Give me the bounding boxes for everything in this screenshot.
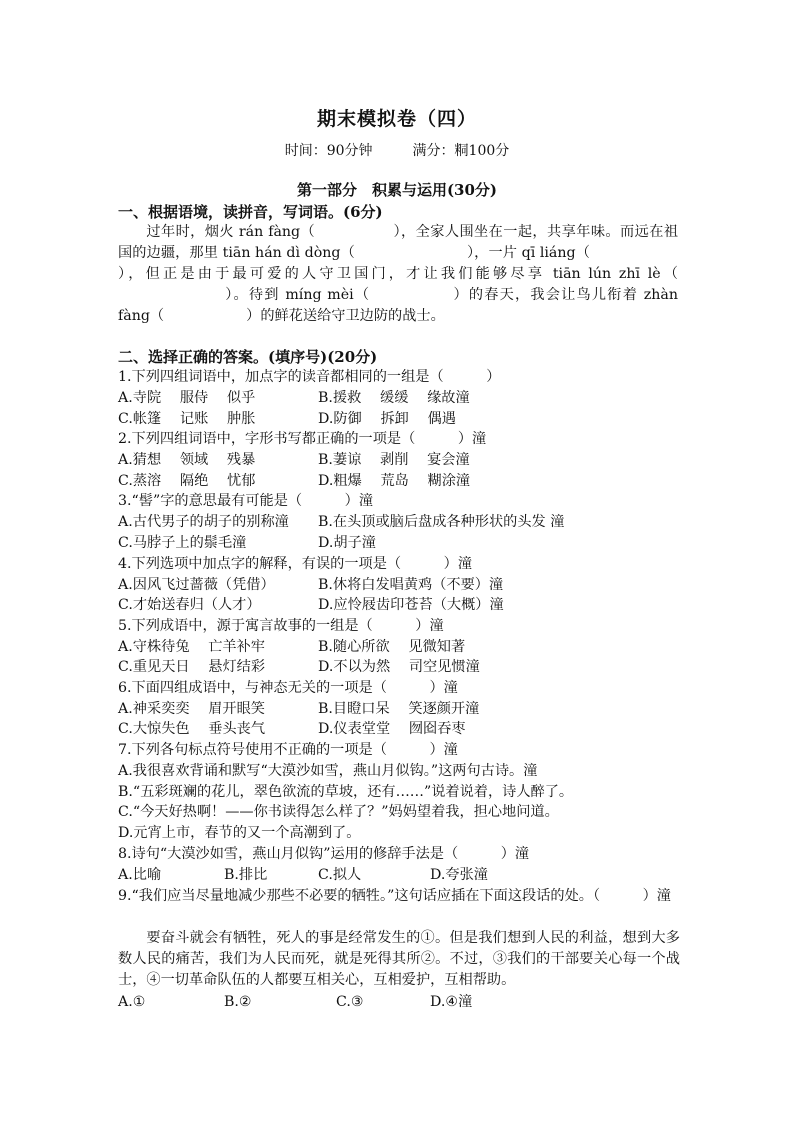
q2-option-b[interactable]: B.萋谅 剥削 宴会潼 <box>318 452 470 468</box>
q2-option-c[interactable]: C.蒸溶 隔绝 忧郁 <box>118 473 256 489</box>
passage-text-7: ）的鲜花送给守卫边防的战士。 <box>246 308 445 324</box>
q2-option-d[interactable]: D.粗爆 荒岛 糊涂潼 <box>318 473 471 489</box>
section-1-passage <box>118 222 678 327</box>
passage-text-6: ）的春天，我会让鸟儿衔着 zhàn fàng（ <box>118 287 678 324</box>
q5-option-c[interactable]: C.重见天日 悬灯结彩 <box>118 659 266 675</box>
q8-option-d[interactable]: D.夸张潼 <box>430 867 488 883</box>
q3-option-d[interactable]: D.胡子潼 <box>318 535 376 551</box>
q5-option-b[interactable]: B.随心所欲 见微知著 <box>318 639 466 655</box>
q1-option-b[interactable]: B.援救 缓缓 缘故潼 <box>318 390 470 406</box>
q8-option-a[interactable]: A.比喻 <box>118 867 162 883</box>
q8-option-c[interactable]: C.拟人 <box>318 867 362 883</box>
question-6-stem: 6.下面四组成语中，与神态无关的一项是（ ）潼 <box>118 680 458 696</box>
q4-option-c[interactable]: C.才始送春归（人才） <box>118 597 261 613</box>
exam-meta <box>0 140 794 160</box>
q8-option-b[interactable]: B.排比 <box>224 867 268 883</box>
question-3-stem: 3.“髻”字的意思最有可能是（ ）潼 <box>118 493 374 509</box>
q3-option-c[interactable]: C.马脖子上的鬃毛潼 <box>118 535 247 551</box>
q1-option-c[interactable]: C.帐篷 记账 肿胀 <box>118 411 256 427</box>
q2-option-a[interactable]: A.猜想 领域 残暴 <box>118 452 256 468</box>
exam-score: 满分：粡100分 <box>412 143 510 159</box>
q1-option-d[interactable]: D.防御 拆卸 偶遇 <box>318 411 456 427</box>
q5-option-d[interactable]: D.不以为然 司空见惯潼 <box>318 659 480 675</box>
q6-option-b[interactable]: B.目瞪口呆 笑逐颜开潼 <box>318 701 480 717</box>
page-title: 期末模拟卷（四） <box>316 108 477 130</box>
q4-option-b[interactable]: B.休将白发唱黄鸡（不要）潼 <box>318 577 504 593</box>
q6-option-d[interactable]: D.仪表堂堂 囫囵吞枣 <box>318 721 466 737</box>
q4-option-a[interactable]: A.因风飞过蔷薇（凭借） <box>118 577 275 593</box>
q9-option-a[interactable]: A.① <box>118 994 146 1010</box>
passage-text-2: ），全家人围坐在一起，共享年味。而远在祖国的边疆，那里 tiān hán dì dòng（ <box>118 224 679 261</box>
q5-option-a[interactable]: A.守株待兔 亡羊补牢 <box>118 639 265 655</box>
passage-text-5: ）。待到 míng mèi（ <box>224 287 371 303</box>
question-7-stem: 7.下列各句标点符号使用不正确的一项是（ ）潼 <box>118 742 458 758</box>
q7-option-c[interactable]: C.“今天好热啊！——你书读得怎么样了？”妈妈望着我，担心地问道。 <box>118 804 559 820</box>
question-8-stem: 8.诗句“大漠沙如雪，燕山月似钩”运用的修辞手法是（ ）潼 <box>118 846 530 862</box>
q9-option-b[interactable]: B.② <box>224 994 252 1010</box>
q4-option-d[interactable]: D.应怜屐齿印苍苔（大概）潼 <box>318 597 504 613</box>
q7-option-b[interactable]: B.“五彩斑斓的花儿，翠色欲流的草坡，还有……”说着说着，诗人醉了。 <box>118 784 574 800</box>
passage-text-3: ），一片 qī liáng（ <box>466 245 590 261</box>
q7-option-d[interactable]: D.元宵上市，春节的又一个高潮到了。 <box>118 825 361 841</box>
q3-option-b[interactable]: B.在头顶或脑后盘成各种形状的头发 潼 <box>318 514 565 530</box>
question-1-stem: 1.下列四组词语中，加点字的读音都相同的一组是（ ） <box>118 369 501 385</box>
q7-option-a[interactable]: A.我很喜欢背诵和默写“大漠沙如雪，燕山月似钩。”这两句古诗。潼 <box>118 763 538 779</box>
exam-time: 时间：90分钟 <box>284 143 373 159</box>
question-9-stem: 9.“我们应当尽量地减少那些不必要的牺牲。”这句话应插在下面这段话的处。（ ）潼 <box>118 888 671 904</box>
q6-option-a[interactable]: A.神采奕奕 眉开眼笑 <box>118 701 265 717</box>
part-heading: 第一部分 积累与运用(30分) <box>296 181 498 199</box>
q1-option-a[interactable]: A.寺院 服侍 似乎 <box>118 390 256 406</box>
passage-text-1: 过年时，烟火 rán fàng（ <box>146 224 316 240</box>
question-2-stem: 2.下列四组词语中，字形书写都正确的一项是（ ）潼 <box>118 431 487 447</box>
question-4-stem: 4.下列选项中加点字的解释，有误的一项是（ ）潼 <box>118 556 473 572</box>
q9-option-d[interactable]: D.④潼 <box>430 994 473 1010</box>
section-1-heading: 一、根据语境，读拼音，写词语。(6分) <box>118 203 383 221</box>
passage-text-4: ），但正是由于最可爱的人守卫国门，才让我们能够尽享 tiān lún zhī lè（ <box>118 266 678 282</box>
section-2-heading: 二、选择正确的答案。(填序号)(20分) <box>118 348 378 366</box>
q9-option-c[interactable]: C.③ <box>336 994 364 1010</box>
q6-option-c[interactable]: C.大惊失色 垂头丧气 <box>118 721 266 737</box>
question-5-stem: 5.下列成语中，源于寓言故事的一组是（ ）潼 <box>118 618 444 634</box>
question-9-passage: 要奋斗就会有牺牲，死人的事是经常发生的①。但是我们想到人民的利益，想到大多数人民的痛苦，我们为人民而死，就是死得其所②。不过，③我们的干部要关心每一个战士，④一切革命队伍的人都要互相关心，互相爱护，互相帮助。 <box>118 930 680 988</box>
q3-option-a[interactable]: A.古代男子的胡子的别称潼 <box>118 514 289 530</box>
